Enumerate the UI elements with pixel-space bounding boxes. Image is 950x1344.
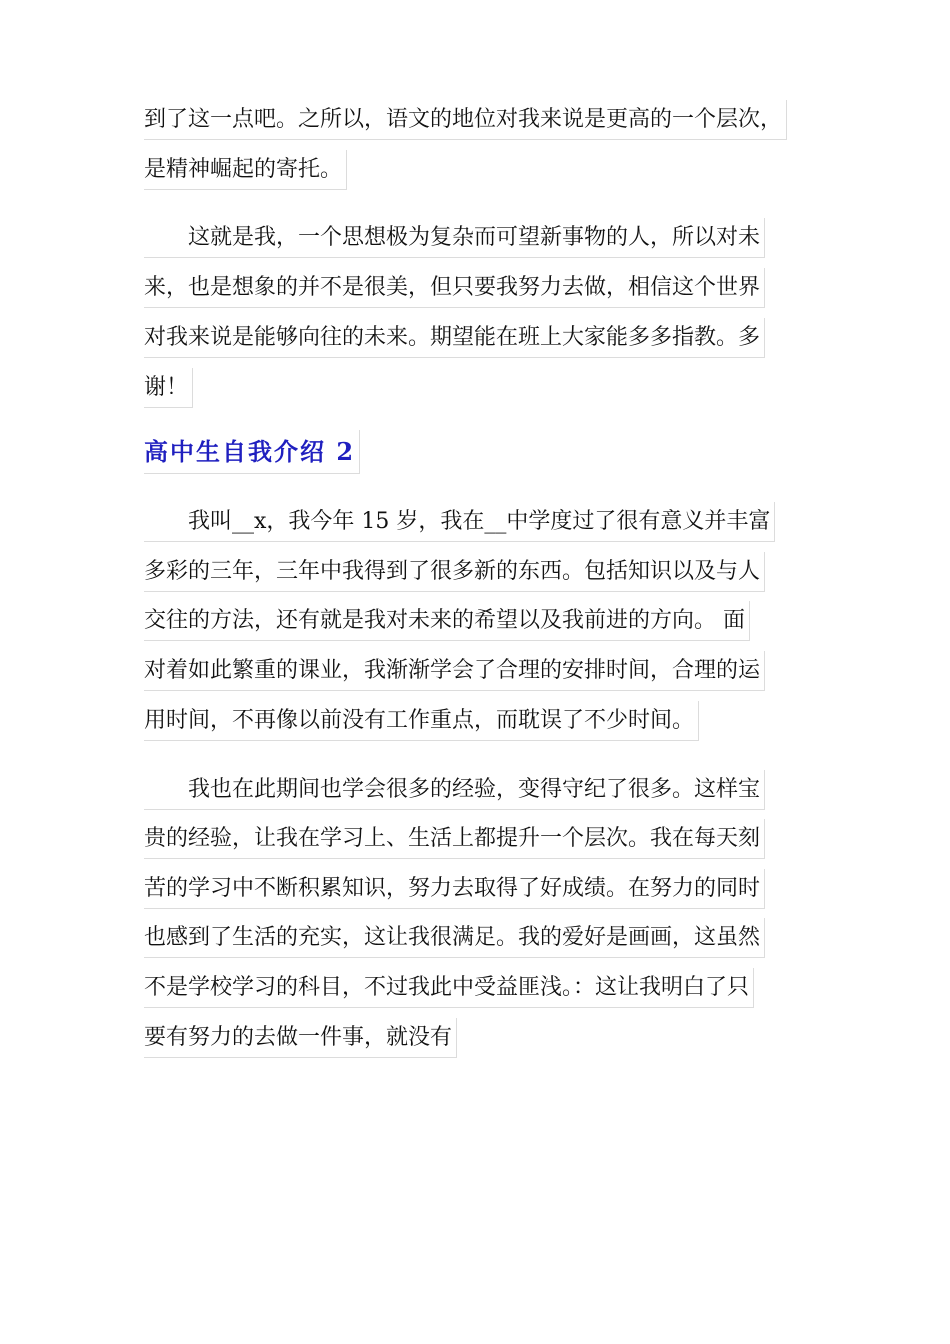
paragraph-line: 我叫__x，我今年 15 岁，我在__中学度过了很有意义并丰富 [144, 502, 775, 542]
paragraph-line: 谢！ [144, 368, 193, 408]
paragraph-line: 到了这一点吧。之所以，语文的地位对我来说是更高的一个层次， [144, 100, 787, 140]
paragraph-line: 我也在此期间也学会很多的经验，变得守纪了很多。这样宝 [144, 770, 765, 810]
paragraph-line: 来，也是想象的并不是很美，但只要我努力去做，相信这个世界 [144, 268, 765, 308]
paragraph-line: 苦的学习中不断积累知识，努力去取得了好成绩。在努力的同时 [144, 869, 765, 909]
paragraph-line: 贵的经验，让我在学习上、生活上都提升一个层次。我在每天刻 [144, 819, 765, 859]
paragraph-line: 用时间，不再像以前没有工作重点，而耽误了不少时间。 [144, 701, 699, 741]
paragraph-line: 对我来说是能够向往的未来。期望能在班上大家能多多指教。多 [144, 318, 765, 358]
paragraph-line: 多彩的三年，三年中我得到了很多新的东西。包括知识以及与人 [144, 552, 765, 592]
paragraph-line: 要有努力的去做一件事，就没有 [144, 1018, 457, 1058]
paragraph-line: 对着如此繁重的课业，我渐渐学会了合理的安排时间，合理的运 [144, 651, 765, 691]
paragraph-line: 也感到了生活的充实，这让我很满足。我的爱好是画画，这虽然 [144, 918, 765, 958]
paragraph-line: 是精神崛起的寄托。 [144, 150, 347, 190]
paragraph-line: 不是学校学习的科目，不过我此中受益匪浅。：这让我明白了只 [144, 968, 754, 1008]
section-heading: 高中生自我介绍 2 [144, 430, 360, 474]
paragraph-line: 这就是我，一个思想极为复杂而可望新事物的人，所以对未 [144, 218, 765, 258]
paragraph-line: 交往的方法，还有就是我对未来的希望以及我前进的方向。 面 [144, 601, 750, 641]
